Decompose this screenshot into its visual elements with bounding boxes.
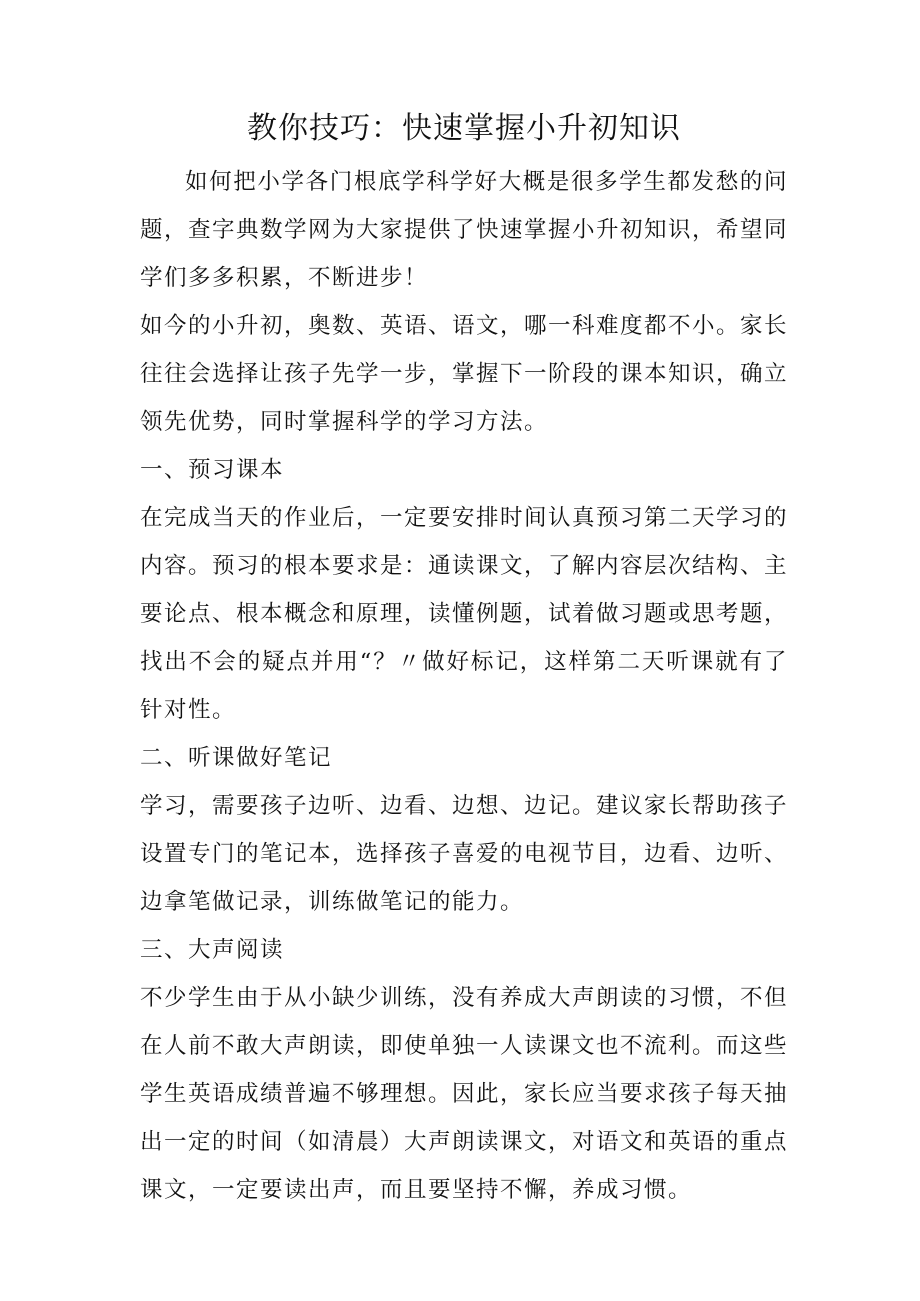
- paragraph-1: 如今的小升初，奥数、英语、语文，哪一科难度都不小。家长往往会选择让孩子先学一步，掌握下一阶段的课本知识，确立领先优势，同时掌握科学的学习方法。: [140, 313, 789, 435]
- section-text-reading: 不少学生由于从小缺少训练，没有养成大声朗读的习惯，不但在人前不敢大声朗读，即使单独一人读课文也不流利。而这些学生英语成绩普遍不够理想。因此，家长应当要求孩子每天抽出一定的时间（如清晨）大声朗读课文，对语文和英语的重点课文，一定要读出声，而且要坚持不懈，养成习惯。: [140, 985, 789, 1203]
- document-title: 教你技巧：快速掌握小升初知识: [247, 111, 681, 146]
- document-body: [140, 158, 788, 1214]
- section-text-notes: 学习，需要孩子边听、边看、边想、边记。建议家长帮助孩子设置专门的笔记本，选择孩子喜爱的电视节目，边看、边听、边拿笔做记录，训练做笔记的能力。: [140, 793, 789, 915]
- section-heading-preview: 一、预习课本: [140, 457, 285, 483]
- section-heading-reading: 三、大声阅读: [140, 937, 285, 963]
- section-text-preview: 在完成当天的作业后，一定要安排时间认真预习第二天学习的内容。预习的根本要求是：通读课文，了解内容层次结构、主要论点、根本概念和原理，读懂例题，试着做习题或思考题，找出不会的疑点并用“？〃做好标记，这样第二天听课就有了针对性。: [140, 505, 789, 723]
- intro-paragraph: 如何把小学各门根底学科学好大概是很多学生都发愁的问题，查字典数学网为大家提供了快速掌握小升初知识，希望同学们多多积累，不断进步！: [140, 169, 789, 291]
- section-heading-notes: 二、听课做好笔记: [140, 745, 333, 771]
